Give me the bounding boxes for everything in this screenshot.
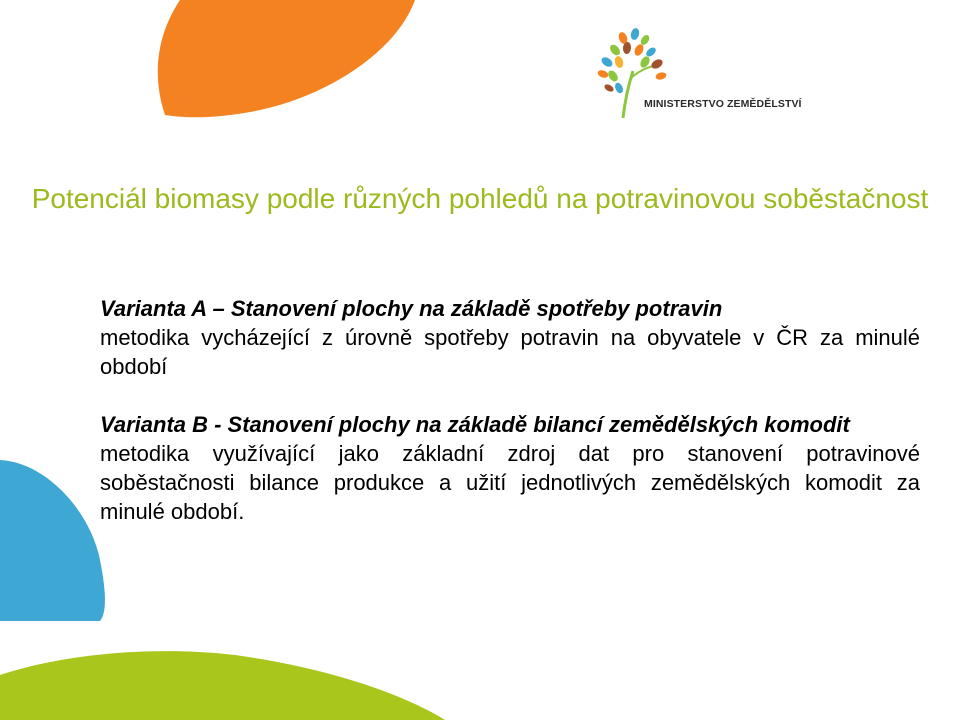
tree-logo-icon xyxy=(595,26,835,126)
slide-body xyxy=(100,294,920,526)
orange-shape xyxy=(158,0,415,117)
logo-text: MINISTERSTVO ZEMĚDĚLSTVÍ xyxy=(644,98,802,110)
variant-b-description: metodika využívající jako základní zdroj dat pro stanovení potravinové soběstačnosti bilance produkce a užití jednotlivých zemědělských komodit za minulé období. xyxy=(100,441,920,524)
variant-b-heading: Varianta B - Stanovení plochy na základě bilancí zemědělských komodit xyxy=(100,412,850,437)
green-shape xyxy=(0,651,445,720)
variant-a-description: metodika vycházející z úrovně spotřeby potravin na obyvatele v ČR za minulé období xyxy=(100,325,920,379)
spacer xyxy=(100,381,920,410)
slide-title: Potenciál biomasy podle různých pohledů na potravinovou soběstačnost xyxy=(31,183,929,214)
blue-shape xyxy=(0,460,105,621)
variant-a-heading: Varianta A – Stanovení plochy na základě spotřeby potravin xyxy=(100,296,723,321)
